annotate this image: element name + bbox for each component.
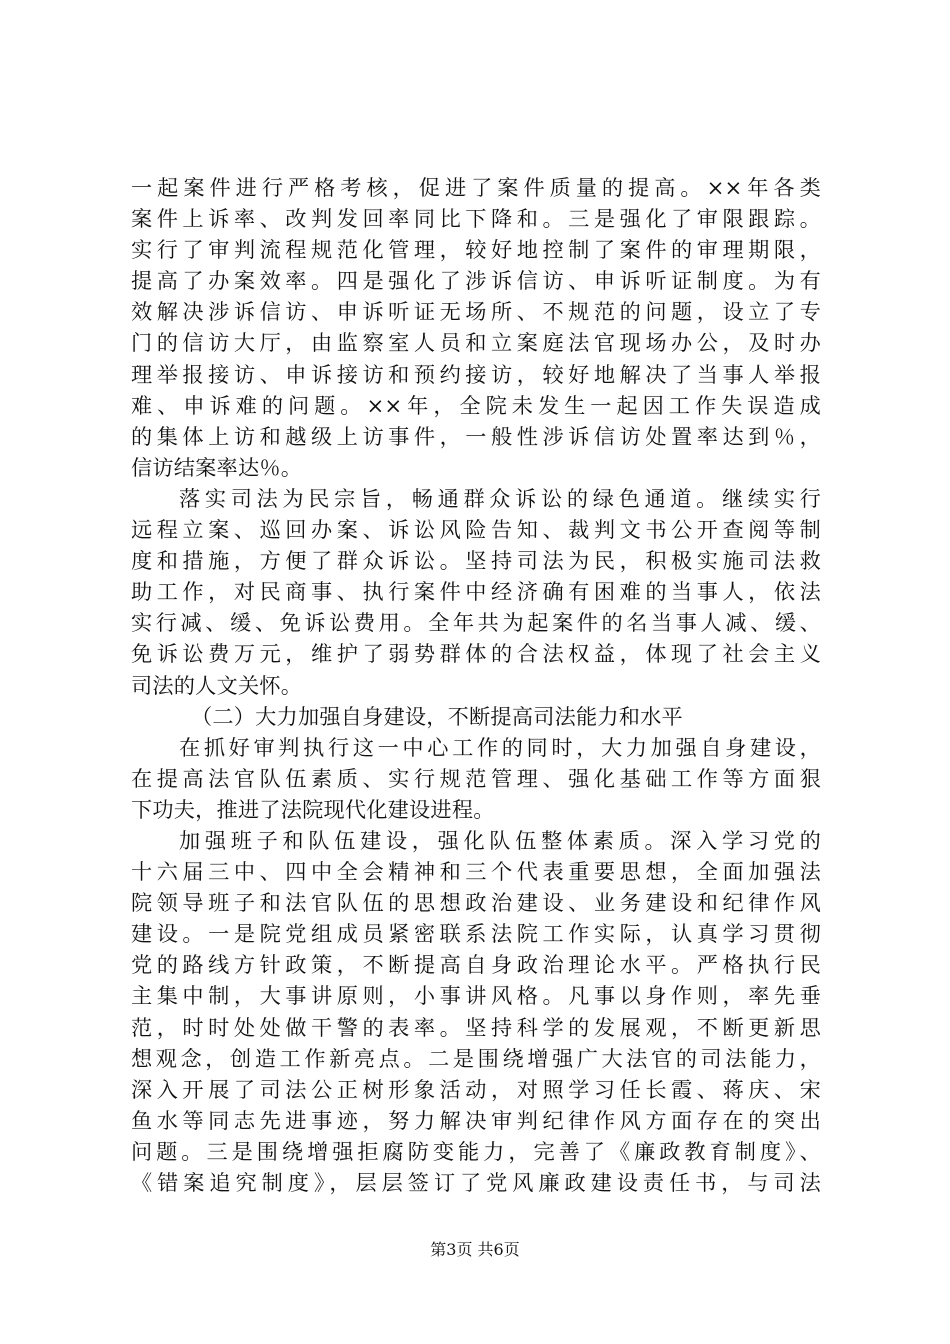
paragraph-line: 门的信访大厅，由监察室人员和立案庭法官现场办公，及时办 (131, 330, 821, 356)
paragraph-line: 深入开展了司法公正树形象活动，对照学习任长霞、蒋庆、宋 (131, 1076, 821, 1102)
paragraph-line: 在抓好审判执行这一中心工作的同时，大力加强自身建设， (179, 734, 821, 760)
paragraph-line: 落实司法为民宗旨，畅通群众诉讼的绿色通道。继续实行 (179, 485, 821, 511)
page-number-footer: 第3页 共6页 (430, 1240, 520, 1259)
paragraph-line: 党的路线方针政策，不断提高自身政治理论水平。严格执行民 (131, 952, 821, 978)
paragraph-line: 司法的人文关怀。 (131, 672, 303, 698)
paragraph-line: 想观念，创造工作新亮点。二是围绕增强广大法官的司法能力， (131, 1045, 821, 1071)
paragraph-line: 建设。一是院党组成员紧密联系法院工作实际，认真学习贯彻 (131, 921, 821, 947)
paragraph-line: 远程立案、巡回办案、诉讼风险告知、裁判文书公开查阅等制 (131, 517, 821, 543)
paragraph-line: 的集体上访和越级上访事件，一般性涉诉信访处置率达到％， (131, 423, 821, 449)
paragraph-line: 主集中制，大事讲原则，小事讲风格。凡事以身作则，率先垂 (131, 983, 821, 1009)
paragraph-line: 实行减、缓、免诉讼费用。全年共为起案件的名当事人减、缓、 (131, 610, 821, 636)
paragraph-line: 助工作，对民商事、执行案件中经济确有困难的当事人，依法 (131, 579, 821, 605)
paragraph-line: 度和措施，方便了群众诉讼。坚持司法为民，积极实施司法救 (131, 548, 821, 574)
document-body (131, 172, 821, 1198)
paragraph-line: 《错案追究制度》，层层签订了党风廉政建设责任书，与司法 (131, 1170, 821, 1195)
paragraph-line: 十六届三中、四中全会精神和三个代表重要思想，全面加强法 (131, 859, 821, 885)
paragraph-line: 提高了办案效率。四是强化了涉诉信访、申诉听证制度。为有 (131, 268, 821, 294)
paragraph-line: 范，时时处处做干警的表率。坚持科学的发展观，不断更新思 (131, 1014, 821, 1040)
paragraph-line: 院领导班子和法官队伍的思想政治建设、业务建设和纪律作风 (131, 890, 821, 916)
section-heading: （二）大力加强自身建设，不断提高司法能力和水平 (191, 703, 683, 729)
paragraph-line: 难、申诉难的问题。××年，全院未发生一起因工作失误造成 (131, 392, 821, 418)
paragraph-line: 信访结案率达％。 (131, 454, 303, 480)
paragraph-line: 实行了审判流程规范化管理，较好地控制了案件的审理期限， (131, 237, 821, 263)
paragraph-line: 理举报接访、申诉接访和预约接访，较好地解决了当事人举报 (131, 361, 821, 387)
paragraph-line: 案件上诉率、改判发回率同比下降和。三是强化了审限跟踪。 (131, 206, 821, 232)
paragraph-line: 一起案件进行严格考核，促进了案件质量的提高。××年各类 (131, 175, 821, 200)
paragraph-line: 在提高法官队伍素质、实行规范管理、强化基础工作等方面狠 (131, 765, 821, 791)
paragraph-line: 下功夫，推进了法院现代化建设进程。 (131, 796, 495, 822)
paragraph-line: 问题。三是围绕增强拒腐防变能力，完善了《廉政教育制度》、 (131, 1138, 821, 1164)
paragraph-line: 免诉讼费万元，维护了弱势群体的合法权益，体现了社会主义 (131, 641, 821, 667)
paragraph-line: 鱼水等同志先进事迹，努力解决审判纪律作风方面存在的突出 (131, 1107, 821, 1133)
paragraph-line: 效解决涉诉信访、申诉听证无场所、不规范的问题，设立了专 (131, 299, 821, 325)
paragraph-line: 加强班子和队伍建设，强化队伍整体素质。深入学习党的 (179, 827, 821, 853)
